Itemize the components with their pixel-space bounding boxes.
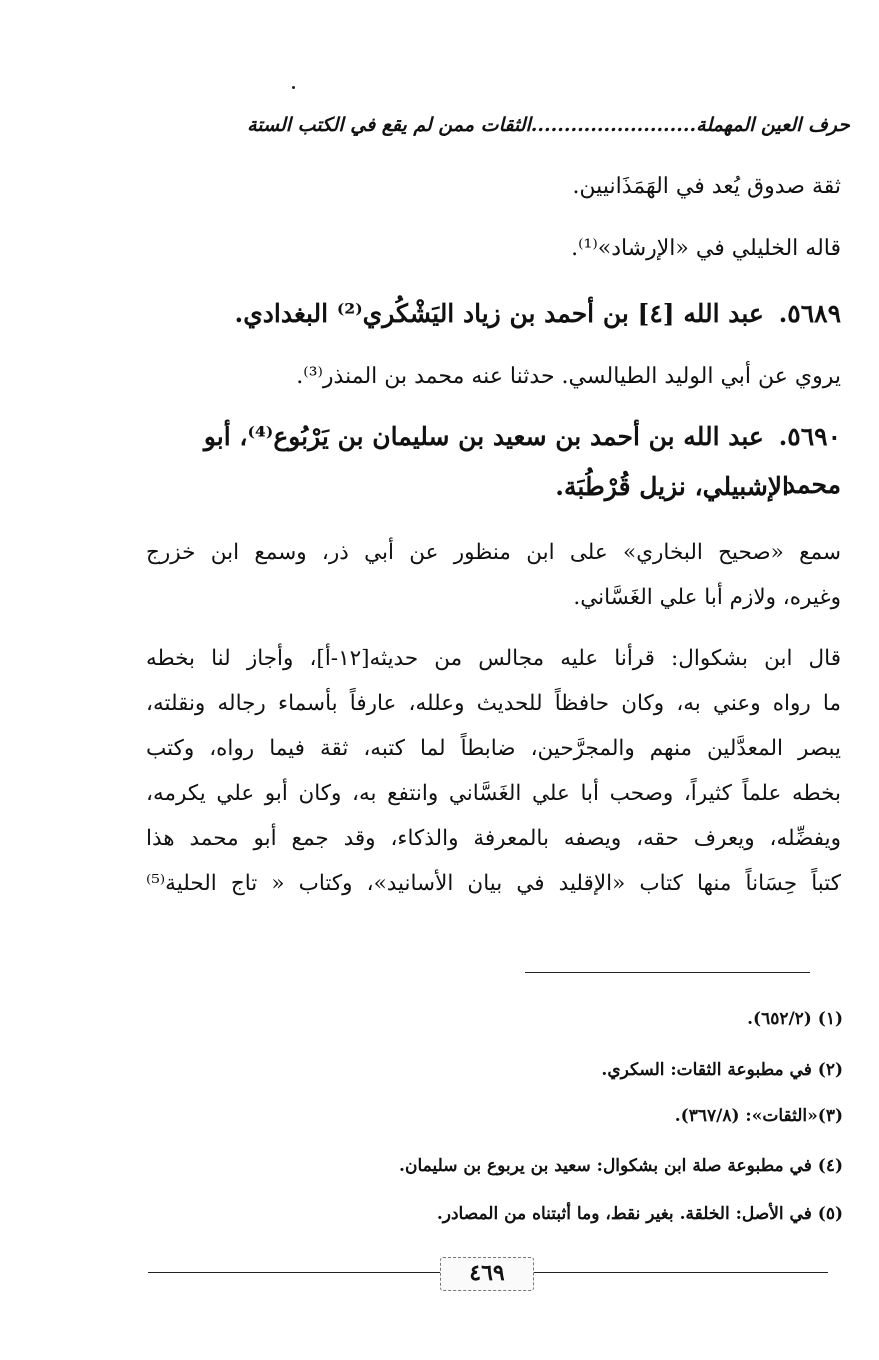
intro-line-2: قاله الخليلي في «الإرشاد»⁽¹⁾. <box>571 236 841 261</box>
text-line: ما رواه وعني به، وكان حافظاً للحديث وعلله، عارفاً بأسماء رجاله ونقلته، <box>146 691 841 716</box>
page-number: ٤٦٩ <box>440 1257 534 1291</box>
text-line: سمع «صحيح البخاري» على ابن منظور عن أبي ذر، وسمع ابن خزرج <box>146 540 841 565</box>
footnote-4: (٤) في مطبوعة صلة ابن بشكوال: سعيد بن يربوع بن سليمان. <box>399 1156 843 1176</box>
footnote-3: (٣)«الثقات»: (٣٦٧/٨). <box>674 1106 843 1126</box>
text-line: كتباً حِسَاناً منها كتاب «الإقليد في بيان الأسانيد»، وكتاب « تاج الحلية⁽⁵⁾ <box>146 871 841 896</box>
printing-dot <box>292 86 295 89</box>
footnote-5: (٥) في الأصل: الخلقة. بغير نقط، وما أثبتناه من المصادر. <box>436 1204 843 1224</box>
entry-number: ٥٦٨٩. <box>778 299 841 328</box>
text-line: قال ابن بشكوال: قرأنا عليه مجالس من حديثه[١٢-أ]، وأجاز لنا بخطه <box>146 646 841 671</box>
text-line: بخطه علماً كثيراً، وصحب أبا علي الغَسَّاني وانتفع به، وكان أبو علي يكرمه، <box>146 781 841 806</box>
entry-5690-heading-cont: الإشبيلي، نزيل قُرْطُبَة. <box>555 472 789 501</box>
footer-rule-left <box>148 1272 440 1273</box>
footnote-2: (٢) في مطبوعة الثقات: السكري. <box>601 1060 843 1080</box>
entry-5690-paragraph-2 <box>146 636 841 906</box>
entry-5690-paragraph-1 <box>146 530 841 620</box>
text-line: وغيره، ولازم أبا علي الغَسَّاني. <box>573 585 841 610</box>
entry-number: ٥٦٩٠. <box>778 422 841 451</box>
footnote-separator <box>525 972 810 973</box>
text-line: يبصر المعدَّلين منهم والمجرَّحين، ضابطاً لما كتبه، ثقة فيما رواه، وكتب <box>146 736 841 761</box>
entry-5689-heading <box>151 290 841 338</box>
entry-name: عبد الله [٤] بن أحمد بن زياد اليَشْكُري⁽²⁾ البغدادي. <box>234 299 764 328</box>
entry-5689-text: يروي عن أبي الوليد الطيالسي. حدثنا عنه محمد بن المنذر⁽³⁾. <box>296 364 841 389</box>
footer-rule-right <box>532 1272 828 1273</box>
intro-line-1: ثقة صدوق يُعد في الهَمَذَانيين. <box>572 174 841 199</box>
footnote-1: (١) (٦٥٢/٢). <box>747 1009 843 1029</box>
running-header: حرف العين المهملة.........................الثقات ممن لم يقع في الكتب الستة <box>247 114 850 136</box>
entry-name-line-1: عبد الله بن أحمد بن سعيد بن سليمان بن يَرْبُوع⁽⁴⁾، أبو محمد <box>203 422 841 499</box>
text-line: ويفضِّله، ويعرف حقه، ويصفه بالمعرفة والذكاء، وقد جمع أبو محمد هذا <box>146 826 841 851</box>
